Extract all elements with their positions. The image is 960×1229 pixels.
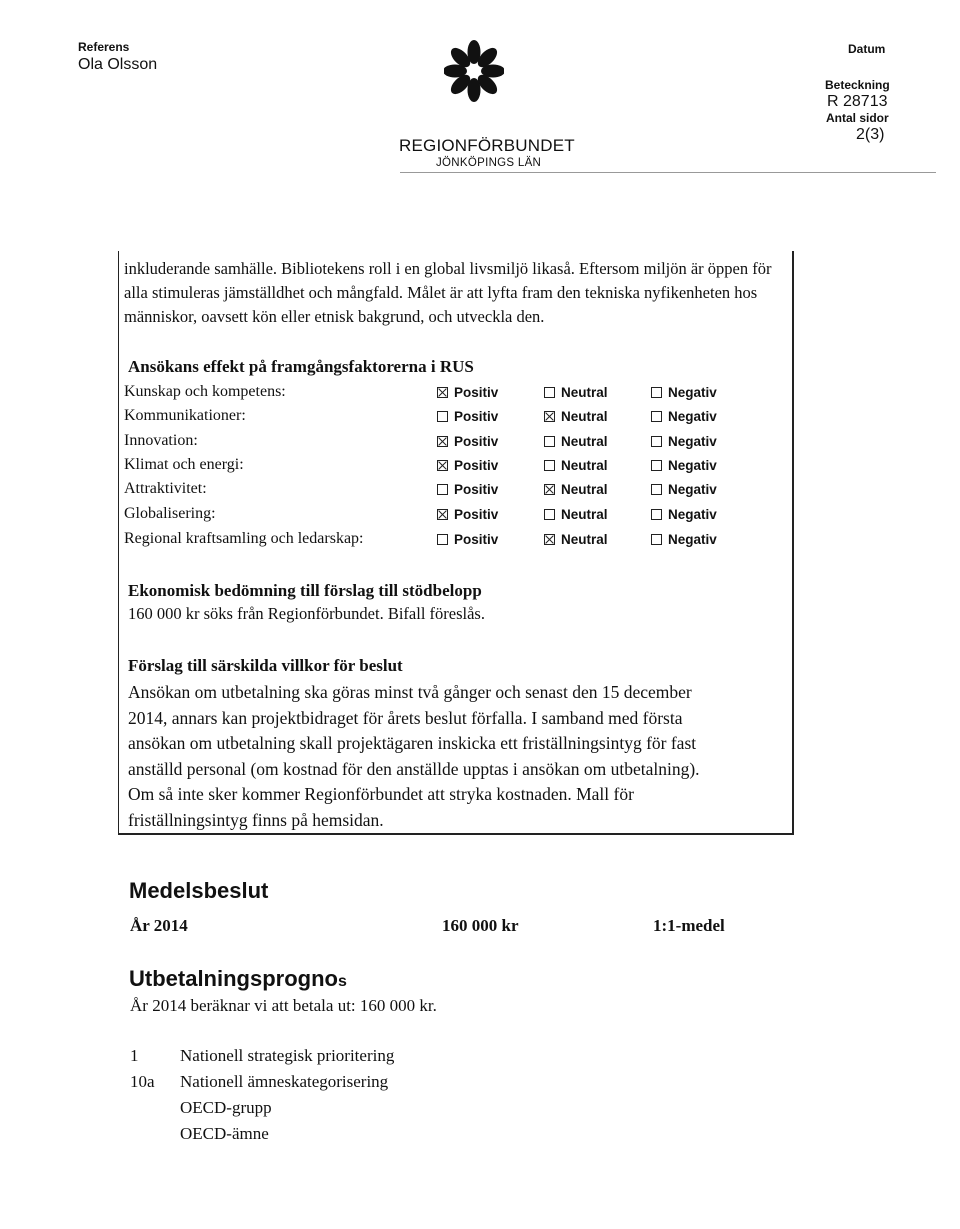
rus-option-neutral[interactable]: [544, 409, 608, 424]
checkbox-negativ[interactable]: [651, 436, 662, 447]
option-label: Negativ: [668, 434, 717, 449]
checkbox-negativ[interactable]: [651, 411, 662, 422]
rus-option-negativ[interactable]: [651, 434, 717, 449]
footnote-text: OECD-ämne: [180, 1124, 269, 1143]
checkbox-neutral[interactable]: [544, 460, 555, 471]
utbetalning-heading-tail: s: [337, 973, 347, 990]
rus-option-neutral[interactable]: [544, 482, 608, 497]
rus-option-neutral[interactable]: [544, 458, 608, 473]
medelsbeslut-year: År 2014: [130, 916, 188, 935]
intro-paragraph: inkluderande samhälle. Bibliotekens roll i en global livsmiljö likaså. Eftersom miljön är öppen för alla stimuleras jämställdhet och mångfald. Målet är att lyfta fram den tekniska nyfikenheten hos människor, oavsett kön eller etnisk bakgrund, och utveckla den.: [124, 259, 772, 326]
option-label: Neutral: [561, 409, 608, 424]
antal-sidor-label: Antal sidor: [826, 111, 889, 125]
option-label: Positiv: [454, 532, 499, 547]
utbetalning-heading: [129, 966, 347, 992]
footnote-row: [130, 1124, 269, 1144]
rus-option-neutral[interactable]: [544, 507, 608, 522]
rus-row-label: Globalisering:: [124, 505, 216, 522]
checkbox-neutral[interactable]: [544, 411, 555, 422]
rus-row: [124, 480, 764, 504]
option-label: Neutral: [561, 482, 608, 497]
villkor-heading: Förslag till särskilda villkor för beslut: [128, 656, 403, 675]
checkbox-negativ[interactable]: [651, 534, 662, 545]
org-sub: JÖNKÖPINGS LÄN: [436, 157, 542, 169]
medelsbeslut-heading: Medelsbeslut: [129, 878, 269, 903]
regionforbundet-logo: [444, 40, 504, 102]
villkor-line: Om så inte sker kommer Regionförbundet att stryka kostnaden. Mall för: [128, 784, 634, 804]
rus-option-positiv[interactable]: [437, 385, 498, 400]
option-label: Positiv: [454, 507, 499, 522]
rus-option-neutral[interactable]: [544, 385, 608, 400]
option-label: Negativ: [668, 532, 717, 547]
utbetalning-heading-main: Utbetalningsprogno: [129, 966, 338, 991]
rus-option-positiv[interactable]: [437, 409, 498, 424]
option-label: Positiv: [454, 434, 499, 449]
checkbox-negativ[interactable]: [651, 484, 662, 495]
option-label: Positiv: [454, 458, 499, 473]
rus-option-neutral[interactable]: [544, 532, 608, 547]
medelsbeslut-amount: 160 000 kr: [442, 916, 519, 935]
option-label: Positiv: [454, 482, 499, 497]
option-label: Neutral: [561, 532, 608, 547]
footnote-text: OECD-grupp: [180, 1098, 272, 1117]
medelsbeslut-type: 1:1-medel: [653, 916, 725, 935]
rus-option-negativ[interactable]: [651, 532, 717, 547]
rus-option-positiv[interactable]: [437, 458, 498, 473]
rus-option-positiv[interactable]: [437, 532, 498, 547]
checkbox-positiv[interactable]: [437, 387, 448, 398]
option-label: Negativ: [668, 385, 717, 400]
footnote-row: [130, 1072, 388, 1092]
beteckning-label: Beteckning: [825, 78, 890, 92]
checkbox-positiv[interactable]: [437, 411, 448, 422]
referens-label: Referens: [78, 40, 130, 54]
option-label: Neutral: [561, 507, 608, 522]
utbetalning-text: År 2014 beräknar vi att betala ut: 160 000 kr.: [130, 996, 437, 1015]
option-label: Negativ: [668, 458, 717, 473]
datum-label: Datum: [848, 42, 886, 56]
ekonomisk-text: 160 000 kr söks från Regionförbundet. Bifall föreslås.: [128, 604, 485, 623]
rus-row: [124, 432, 764, 456]
rus-option-negativ[interactable]: [651, 482, 717, 497]
checkbox-negativ[interactable]: [651, 387, 662, 398]
rus-option-negativ[interactable]: [651, 385, 717, 400]
footnote-row: [130, 1046, 394, 1066]
rus-row-label: Kunskap och kompetens:: [124, 383, 286, 400]
checkbox-positiv[interactable]: [437, 534, 448, 545]
rus-row-label: Attraktivitet:: [124, 480, 207, 497]
rus-heading: Ansökans effekt på framgångsfaktorerna i RUS: [128, 357, 474, 376]
footnote-text: Nationell ämneskategorisering: [180, 1072, 389, 1091]
antal-sidor-value: 2(3): [856, 126, 885, 143]
option-label: Positiv: [454, 385, 499, 400]
rus-option-negativ[interactable]: [651, 507, 717, 522]
option-label: Negativ: [668, 507, 717, 522]
checkbox-positiv[interactable]: [437, 436, 448, 447]
rus-row-label: Klimat och energi:: [124, 456, 244, 473]
rus-row: [124, 383, 764, 407]
rus-row-label: Innovation:: [124, 432, 198, 449]
rus-option-neutral[interactable]: [544, 434, 608, 449]
villkor-line: ansökan om utbetalning skall projektägaren inskicka ett friställningsintyg för fast: [128, 733, 697, 753]
checkbox-positiv[interactable]: [437, 484, 448, 495]
option-label: Negativ: [668, 409, 717, 424]
rus-row-label: Regional kraftsamling och ledarskap:: [124, 530, 364, 547]
footnote-text: Nationell strategisk prioritering: [180, 1046, 395, 1065]
rus-option-positiv[interactable]: [437, 507, 498, 522]
rus-option-positiv[interactable]: [437, 434, 498, 449]
option-label: Neutral: [561, 434, 608, 449]
rus-row: [124, 505, 764, 529]
checkbox-neutral[interactable]: [544, 534, 555, 545]
villkor-line: friställningsintyg finns på hemsidan.: [128, 809, 384, 830]
villkor-line: anställd personal (om kostnad för den anställde upptas i ansökan om utbetalning).: [128, 758, 700, 779]
checkbox-positiv[interactable]: [437, 460, 448, 471]
rus-row: [124, 407, 764, 431]
rus-option-negativ[interactable]: [651, 409, 717, 424]
rus-row: [124, 456, 764, 480]
footnote-number: 10a: [130, 1072, 155, 1091]
referens-value: Ola Olsson: [78, 56, 158, 73]
checkbox-neutral[interactable]: [544, 436, 555, 447]
ekonomisk-heading: Ekonomisk bedömning till förslag till stödbelopp: [128, 581, 482, 600]
beteckning-value: R 28713: [827, 93, 888, 110]
checkbox-negativ[interactable]: [651, 509, 662, 520]
rus-option-negativ[interactable]: [651, 458, 717, 473]
checkbox-neutral[interactable]: [544, 484, 555, 495]
org-name: REGIONFÖRBUNDET: [399, 136, 575, 155]
header-divider: [400, 172, 936, 173]
rus-option-positiv[interactable]: [437, 482, 498, 497]
villkor-line: 2014, annars kan projektbidraget för årets beslut förfalla. I samband med första: [128, 707, 683, 728]
option-label: Negativ: [668, 482, 717, 497]
footnote-row: [130, 1098, 272, 1118]
option-label: Neutral: [561, 458, 608, 473]
rus-row: [124, 530, 764, 554]
villkor-line: Ansökan om utbetalning ska göras minst två gånger och senast den 15 december: [128, 682, 692, 702]
rus-row-label: Kommunikationer:: [124, 407, 246, 424]
footnote-number: 1: [130, 1046, 139, 1065]
checkbox-negativ[interactable]: [651, 460, 662, 471]
checkbox-neutral[interactable]: [544, 387, 555, 398]
villkor-text: [128, 680, 778, 833]
option-label: Positiv: [454, 409, 499, 424]
checkbox-neutral[interactable]: [544, 509, 555, 520]
option-label: Neutral: [561, 385, 608, 400]
checkbox-positiv[interactable]: [437, 509, 448, 520]
